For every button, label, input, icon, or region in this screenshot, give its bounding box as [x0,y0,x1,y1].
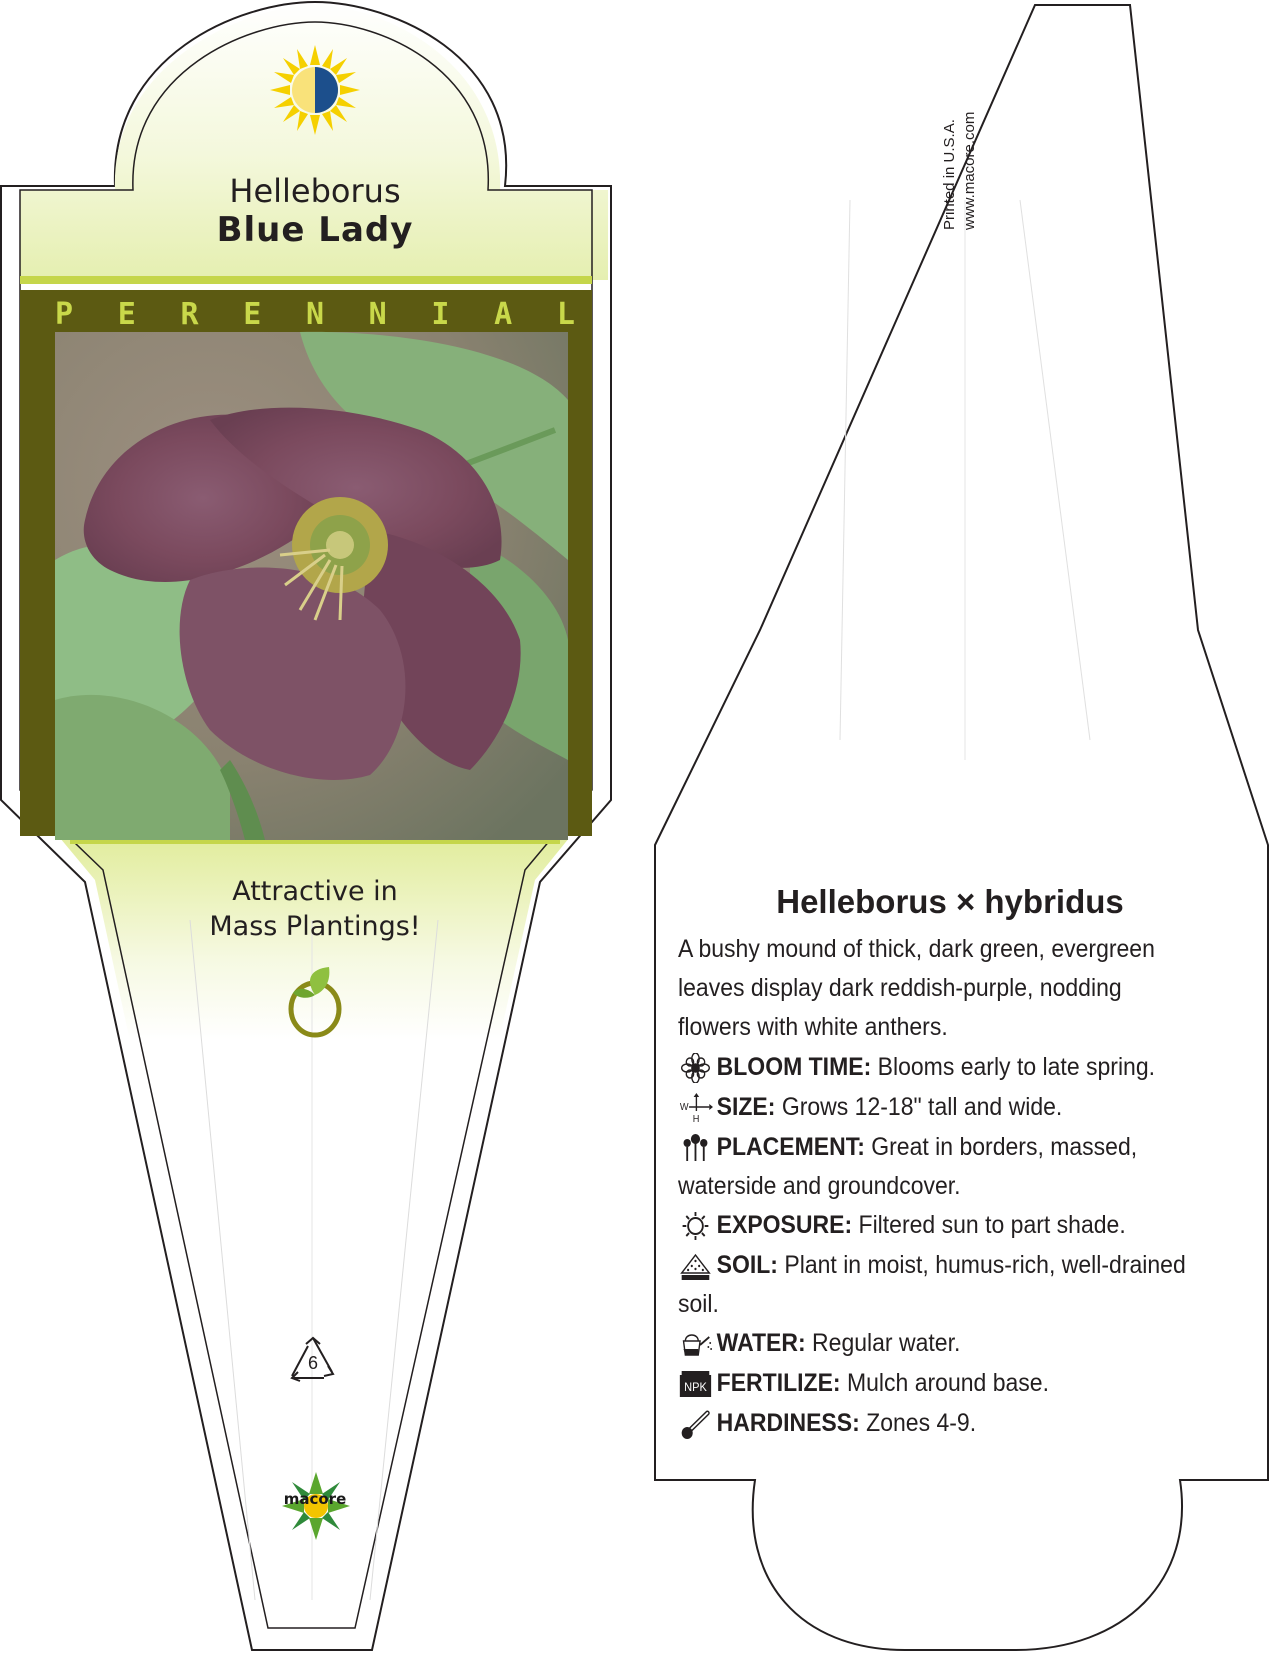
category-label [55,297,575,332]
attribute-soil [678,1246,1221,1324]
attribute-placement [678,1128,1221,1206]
printed-website: www.macore.com [961,111,978,230]
attribute-text: Zones 4-9. [866,1409,977,1437]
flower-icon [678,1053,713,1083]
attribute-fertilize [678,1364,1221,1403]
thermometer-icon [678,1409,713,1439]
soil-icon [678,1251,713,1281]
attribute-label: FERTILIZE: [716,1369,841,1397]
seed-leaf-icon [285,965,345,1040]
botanical-name: Helleborus × hybridus [776,883,1124,920]
category-letter: N [305,297,324,332]
printed-info [940,60,980,230]
attribute-text: Mulch around base. [846,1369,1050,1397]
category-letter: L [556,297,575,332]
category-letter: I [431,297,450,332]
attribute-size [678,1088,1221,1127]
attribute-water [678,1324,1221,1363]
size-arrows-icon [678,1093,713,1123]
npk-text: NPK [684,1382,707,1395]
category-letter: E [117,297,136,332]
attribute-text: Blooms early to late spring. [877,1053,1156,1081]
flower-photo [55,332,568,840]
category-letter: A [494,297,513,332]
npk-icon [678,1369,713,1399]
attribute-label: HARDINESS: [716,1409,860,1437]
attribute-text: Great in borders, massed, waterside and groundcover. [678,1133,1138,1200]
sun-part-shade-icon [270,45,360,135]
plant-genus: Helleborus [229,172,401,210]
brand-name: macore [283,1490,347,1508]
sun-icon [678,1211,713,1241]
attribute-text: Plant in moist, humus-rich, well-drained soil. [678,1251,1186,1318]
attribute-label: SOIL: [716,1251,778,1279]
attribute-bloom-time [678,1048,1221,1087]
watering-can-icon [678,1329,713,1359]
placement-icon [678,1133,713,1163]
attribute-text: Filtered sun to part shade. [858,1211,1126,1239]
attribute-text: Regular water. [812,1329,961,1357]
tagline [140,874,490,944]
recycle-code: 6 [307,1353,319,1373]
attribute-label: BLOOM TIME: [716,1053,872,1081]
svg-text:H: H [692,1114,700,1124]
recycle-icon [288,1336,338,1382]
attribute-hardiness [678,1404,1221,1443]
plant-description: A bushy mound of thick, dark green, evergreen leaves display dark reddish-purple, nodding flowers with white anthers. [678,935,1155,1041]
category-letter: N [368,297,387,332]
svg-text:W: W [679,1102,689,1114]
attribute-label: WATER: [716,1329,806,1357]
plant-cultivar: Blue Lady [216,210,414,250]
category-letter: P [55,297,74,332]
attribute-label: SIZE: [716,1093,776,1121]
category-letter: R [180,297,199,332]
attribute-text: Grows 12-18" tall and wide. [781,1093,1063,1121]
printed-country: Printed in U.S.A. [941,119,958,230]
attribute-label: EXPOSURE: [716,1211,853,1239]
tagline-line: Mass Plantings! [209,911,421,942]
attribute-exposure [678,1206,1221,1245]
attribute-label: PLACEMENT: [716,1133,865,1161]
tagline-line: Attractive in [232,876,398,907]
category-letter: E [243,297,262,332]
